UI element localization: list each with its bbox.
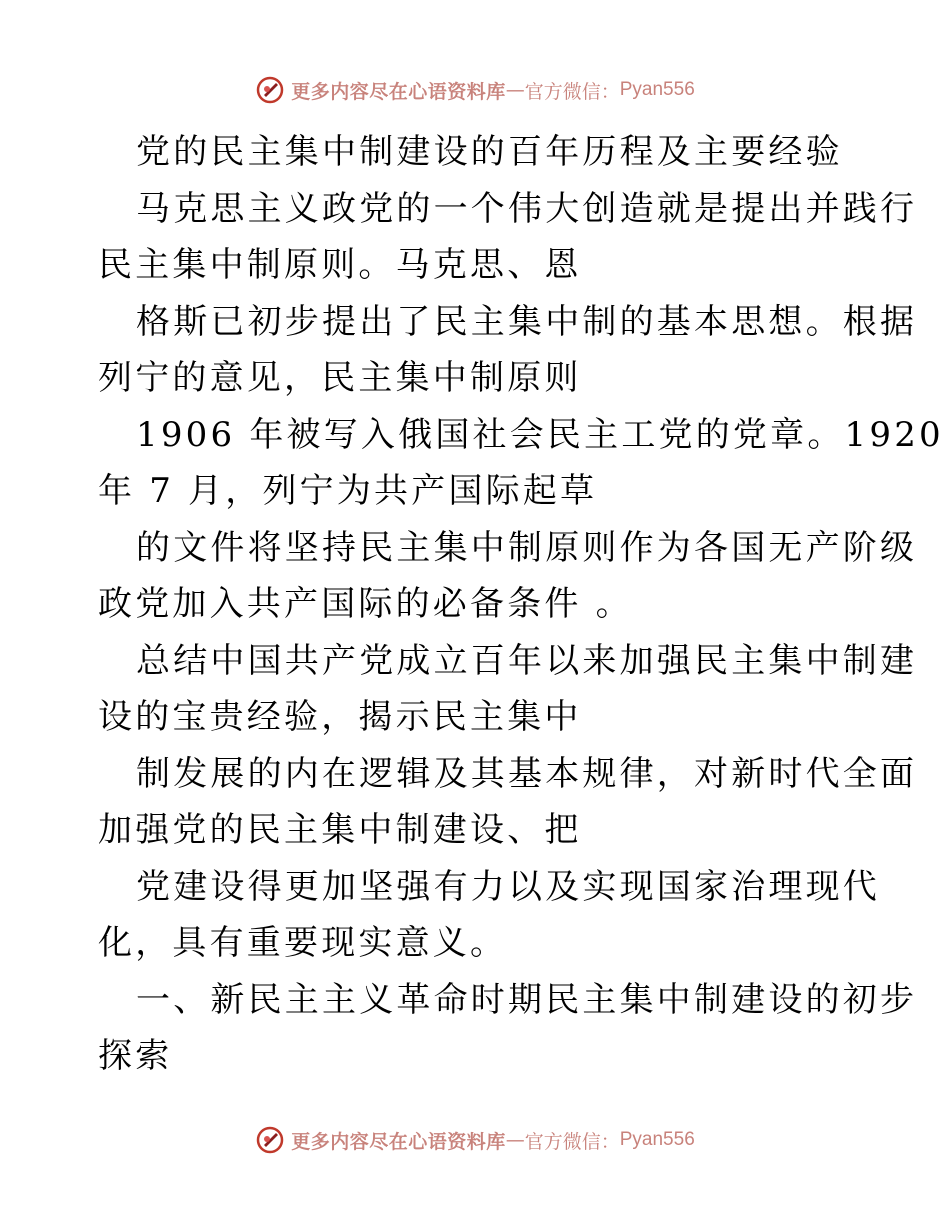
logo-icon [255, 75, 285, 105]
text-line: 总结中国共产党成立百年以来加强民主集中制建 [136, 640, 918, 681]
header-watermark [0, 70, 950, 110]
text-line: 1906 年被写入俄国社会民主工党的党章。1920 [136, 414, 944, 455]
text-line: 列宁的意见，民主集中制原则 [98, 358, 582, 398]
watermark-separator: — [505, 79, 525, 101]
text-line: 设的宝贵经验，揭示民主集中 [98, 697, 582, 737]
watermark-separator: — [505, 1129, 525, 1151]
watermark-wechat-label: 官方微信： [524, 1130, 620, 1153]
logo-icon [255, 1125, 285, 1155]
text-line: 一、新民主主义革命时期民主集中制建设的初步 [136, 979, 918, 1020]
text-line: 格斯已初步提出了民主集中制的基本思想。根据 [136, 301, 918, 342]
text-line: 加强党的民主集中制建设、把 [98, 810, 582, 850]
watermark-text: 更多内容尽在心语资料库 [291, 1130, 506, 1153]
watermark-handle: Pyan556 [619, 79, 695, 100]
footer-watermark [0, 1120, 950, 1160]
watermark-text: 更多内容尽在心语资料库 [291, 80, 506, 103]
text-line: 民主集中制原则。马克思、恩 [98, 245, 582, 285]
text-line: 的文件将坚持民主集中制原则作为各国无产阶级 [136, 527, 918, 568]
text-line: 马克思主义政党的一个伟大创造就是提出并践行 [136, 188, 918, 229]
document-body [98, 124, 944, 1085]
text-line: 探索 [98, 1036, 173, 1076]
watermark-handle: Pyan556 [619, 1129, 695, 1150]
watermark-wechat-label: 官方微信： [524, 80, 620, 103]
text-line: 政党加入共产国际的必备条件 。 [98, 584, 633, 624]
text-line: 党建设得更加坚强有力以及实现国家治理现代 [136, 866, 880, 907]
text-line: 年 7 月，列宁为共产国际起草 [98, 471, 598, 511]
text-line: 化，具有重要现实意义。 [98, 923, 508, 963]
text-line: 党的民主集中制建设的百年历程及主要经验 [136, 132, 843, 172]
text-line: 制发展的内在逻辑及其基本规律，对新时代全面 [136, 753, 918, 794]
